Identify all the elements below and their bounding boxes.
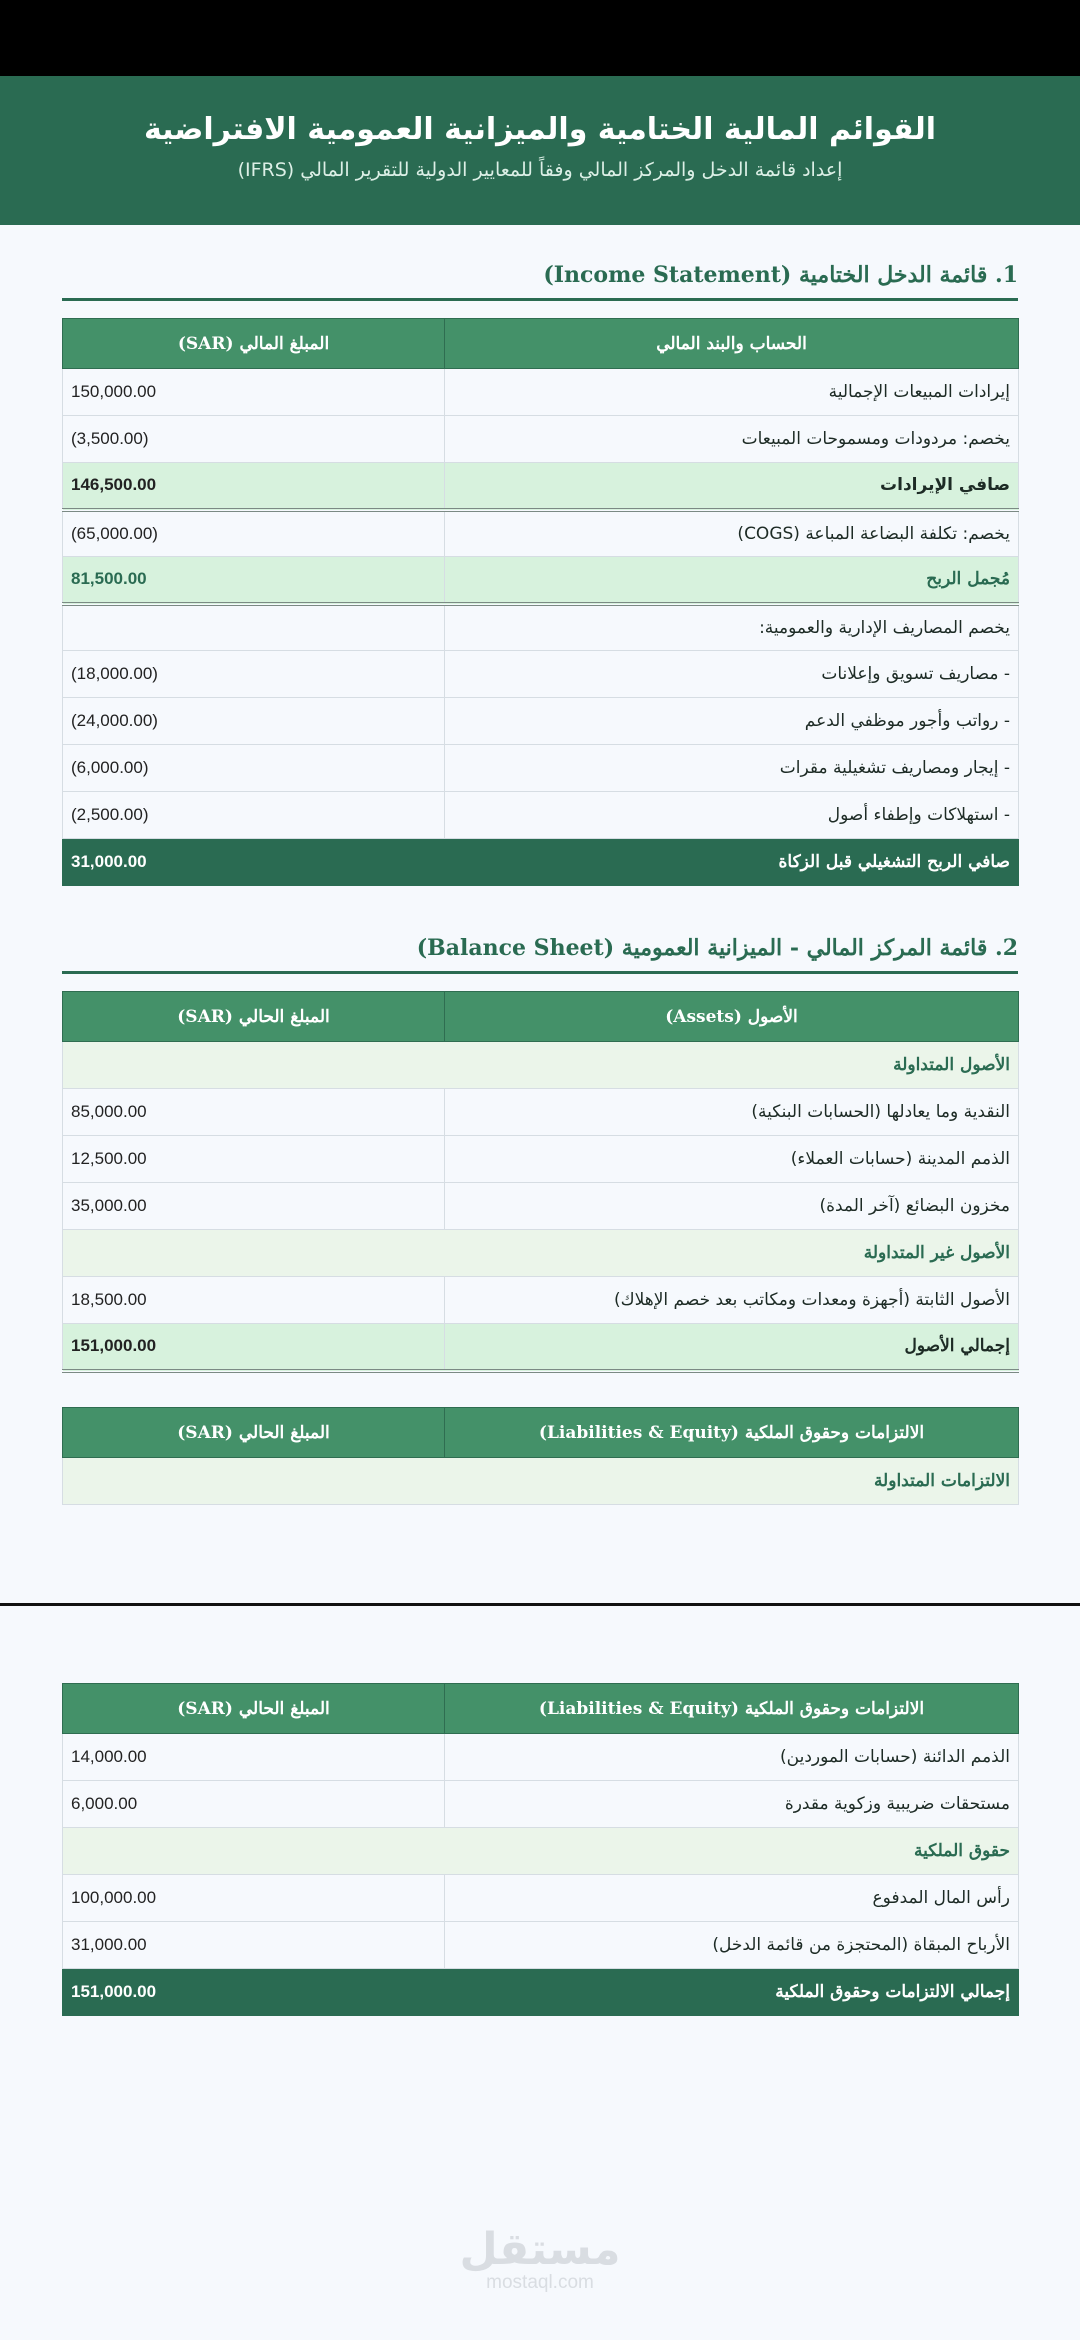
table-row xyxy=(63,1136,1019,1183)
liabilities-table-top xyxy=(62,1407,1019,1505)
noncurrent-assets-heading: الأصول غير المتداولة xyxy=(63,1230,1019,1277)
equity-heading: حقوق الملكية xyxy=(63,1828,1019,1875)
column-header-amount: المبلغ الحالي (SAR) xyxy=(63,1408,445,1458)
row-label: إجمالي الالتزامات وحقوق الملكية xyxy=(445,1969,1019,2016)
liabilities-table xyxy=(62,1683,1019,2016)
row-amount: (18,000.00) xyxy=(63,651,445,698)
gross-profit-row xyxy=(63,557,1019,604)
row-amount: 6,000.00 xyxy=(63,1781,445,1828)
row-amount: 150,000.00 xyxy=(63,369,445,416)
row-amount: 100,000.00 xyxy=(63,1875,445,1922)
net-revenue-row xyxy=(63,463,1019,510)
total-assets-row xyxy=(63,1324,1019,1371)
current-liabilities-heading: الالتزامات المتداولة xyxy=(63,1458,1019,1505)
row-amount: (3,500.00) xyxy=(63,416,445,463)
balance-section-title: 2. قائمة المركز المالي - الميزانية العمومية (Balance Sheet) xyxy=(62,935,1018,974)
operating-profit-total-row xyxy=(63,839,1019,886)
row-label: صافي الإيرادات xyxy=(445,463,1019,510)
column-header-amount: المبلغ المالي (SAR) xyxy=(63,319,445,369)
row-amount: (65,000.00) xyxy=(63,510,445,557)
row-amount: 31,000.00 xyxy=(63,1922,445,1969)
row-amount: 81,500.00 xyxy=(63,557,445,604)
row-amount: (6,000.00) xyxy=(63,745,445,792)
row-amount xyxy=(63,604,445,651)
table-row xyxy=(63,604,1019,651)
table-row xyxy=(63,510,1019,557)
column-header-account: الحساب والبند المالي xyxy=(445,319,1019,369)
category-row xyxy=(63,1042,1019,1089)
row-amount: 12,500.00 xyxy=(63,1136,445,1183)
category-row xyxy=(63,1828,1019,1875)
row-amount: 151,000.00 xyxy=(63,1969,445,2016)
row-label: - مصاريف تسويق وإعلانات xyxy=(445,651,1019,698)
table-row xyxy=(63,369,1019,416)
row-label: الأرباح المبقاة (المحتجزة من قائمة الدخل) xyxy=(445,1922,1019,1969)
table-row xyxy=(63,1277,1019,1324)
row-amount: 14,000.00 xyxy=(63,1734,445,1781)
table-row xyxy=(63,651,1019,698)
row-label: - رواتب وأجور موظفي الدعم xyxy=(445,698,1019,745)
row-amount: 18,500.00 xyxy=(63,1277,445,1324)
row-label: يخصم: تكلفة البضاعة المباعة (COGS) xyxy=(445,510,1019,557)
table-row xyxy=(63,416,1019,463)
category-row xyxy=(63,1458,1019,1505)
category-row xyxy=(63,1230,1019,1277)
table-header-row xyxy=(63,319,1019,369)
income-section-title: 1. قائمة الدخل الختامية (Income Statement) xyxy=(62,262,1018,301)
row-label: مخزون البضائع (آخر المدة) xyxy=(445,1183,1019,1230)
table-row xyxy=(63,698,1019,745)
income-statement-table xyxy=(62,318,1019,886)
row-label: يخصم المصاريف الإدارية والعمومية: xyxy=(445,604,1019,651)
assets-table xyxy=(62,991,1019,1373)
table-header-row xyxy=(63,1408,1019,1458)
table-row xyxy=(63,1089,1019,1136)
row-label: - إيجار ومصاريف تشغيلية مقرات xyxy=(445,745,1019,792)
page-divider xyxy=(0,1603,1080,1606)
table-row xyxy=(63,1922,1019,1969)
row-amount: 151,000.00 xyxy=(63,1324,445,1371)
table-header-row xyxy=(63,992,1019,1042)
row-label: الأصول الثابتة (أجهزة ومعدات ومكاتب بعد خصم الإهلاك) xyxy=(445,1277,1019,1324)
watermark-url: mostaql.com xyxy=(486,2272,594,2293)
row-label: مُجمل الربح xyxy=(445,557,1019,604)
row-label: يخصم: مردودات ومسموحات المبيعات xyxy=(445,416,1019,463)
table-header-row xyxy=(63,1684,1019,1734)
row-label: إيرادات المبيعات الإجمالية xyxy=(445,369,1019,416)
row-label: رأس المال المدفوع xyxy=(445,1875,1019,1922)
total-liabilities-equity-row xyxy=(63,1969,1019,2016)
table-row xyxy=(63,1183,1019,1230)
row-label: إجمالي الأصول xyxy=(445,1324,1019,1371)
table-row xyxy=(63,1781,1019,1828)
header-banner xyxy=(0,76,1080,225)
row-amount: 85,000.00 xyxy=(63,1089,445,1136)
row-amount: (24,000.00) xyxy=(63,698,445,745)
row-label: الذمم الدائنة (حسابات الموردين) xyxy=(445,1734,1019,1781)
row-amount: 31,000.00 xyxy=(63,839,445,886)
row-label: - استهلاكات وإطفاء أصول xyxy=(445,792,1019,839)
column-header-account: الالتزامات وحقوق الملكية (Liabilities & Equity) xyxy=(445,1408,1019,1458)
row-label: الذمم المدينة (حسابات العملاء) xyxy=(445,1136,1019,1183)
column-header-amount: المبلغ الحالي (SAR) xyxy=(63,1684,445,1734)
table-row xyxy=(63,1734,1019,1781)
table-row xyxy=(63,792,1019,839)
page-subtitle: إعداد قائمة الدخل والمركز المالي وفقاً للمعايير الدولية للتقرير المالي (IFRS) xyxy=(237,159,843,181)
watermark-logo xyxy=(0,2224,1080,2294)
page-title: القوائم المالية الختامية والميزانية العمومية الافتراضية xyxy=(143,112,937,147)
row-amount: 35,000.00 xyxy=(63,1183,445,1230)
row-amount: (2,500.00) xyxy=(63,792,445,839)
column-header-amount: المبلغ الحالي (SAR) xyxy=(63,992,445,1042)
row-label: مستحقات ضريبية وزكوية مقدرة xyxy=(445,1781,1019,1828)
column-header-account: الأصول (Assets) xyxy=(445,992,1019,1042)
row-amount: 146,500.00 xyxy=(63,463,445,510)
column-header-account: الالتزامات وحقوق الملكية (Liabilities & Equity) xyxy=(445,1684,1019,1734)
current-assets-heading: الأصول المتداولة xyxy=(63,1042,1019,1089)
status-bar xyxy=(0,0,1080,76)
row-label: النقدية وما يعادلها (الحسابات البنكية) xyxy=(445,1089,1019,1136)
table-row xyxy=(63,1875,1019,1922)
watermark-arabic: مستقل xyxy=(459,2224,621,2275)
row-label: صافي الربح التشغيلي قبل الزكاة xyxy=(445,839,1019,886)
table-row xyxy=(63,745,1019,792)
